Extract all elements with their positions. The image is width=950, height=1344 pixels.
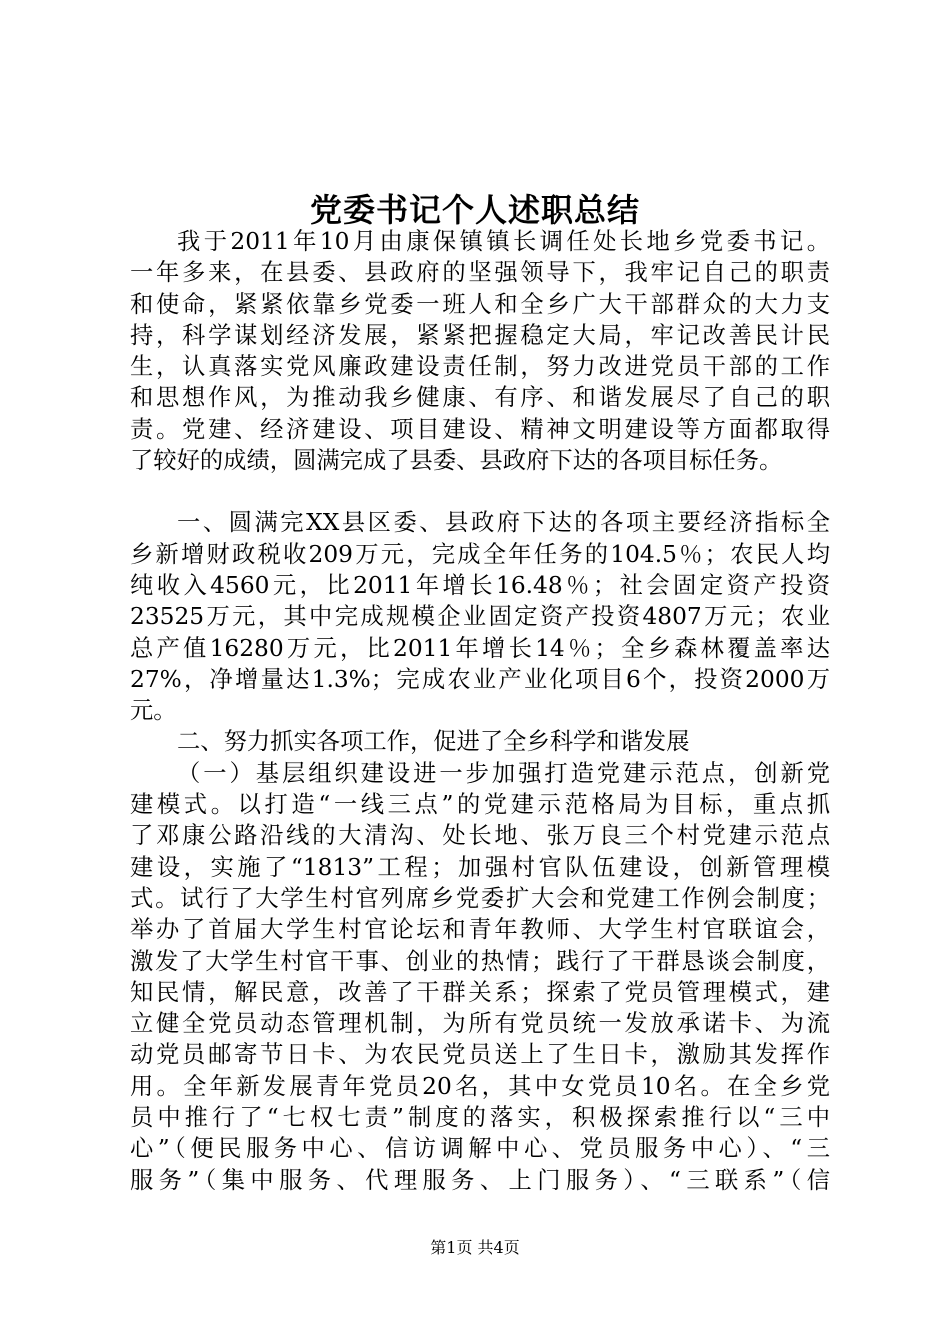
paragraph-line: 立健全党员动态管理机制，为所有党员统一发放承诺卡、为流 <box>130 1010 830 1038</box>
page-footer: 第1页 共4页 <box>430 1238 520 1257</box>
paragraph-line: 服务”（集中服务、代理服务、上门服务）、“三联系”（信 <box>130 1166 830 1194</box>
paragraph-line: 动党员邮寄节日卡、为农民党员送上了生日卡，激励其发挥作 <box>130 1041 830 1069</box>
paragraph-line: 激发了大学生村官干事、创业的热情；践行了干群恳谈会制度， <box>130 947 830 975</box>
paragraph-line: 乡新增财政税收209万元，完成全年任务的104.5％；农民人均 <box>130 540 830 568</box>
paragraph <box>130 758 830 1196</box>
paragraph-line: 式。试行了大学生村官列席乡党委扩大会和党建工作例会制度； <box>130 884 830 912</box>
document-title: 党委书记个人述职总结 <box>309 191 640 229</box>
paragraph-line: 了邓康公路沿线的大清沟、处长地、张万良三个村党建示范点 <box>130 822 830 850</box>
paragraph <box>130 226 830 476</box>
paragraph-line: 我于2011年10月由康保镇镇长调任处长地乡党委书记。 <box>177 228 830 255</box>
paragraph <box>130 507 830 726</box>
paragraph-line: 责。党建、经济建设、项目建设、精神文明建设等方面都取得 <box>130 415 830 443</box>
paragraph-line: 生，认真落实党风廉政建设责任制，努力改进党员干部的工作 <box>130 353 830 381</box>
document-body <box>130 226 830 1196</box>
paragraph <box>130 726 830 757</box>
paragraph-line: 举办了首届大学生村官论坛和青年教师、大学生村官联谊会， <box>130 916 830 944</box>
paragraph-line: 建模式。以打造“一线三点”的党建示范格局为目标，重点抓 <box>130 791 830 819</box>
paragraph-line: 和使命，紧紧依靠乡党委一班人和全乡广大干部群众的大力支 <box>130 290 830 318</box>
paragraph-line: 一、圆满完XX县区委、县政府下达的各项主要经济指标全 <box>177 509 830 537</box>
paragraph-line: （一）基层组织建设进一步加强打造党建示范点，创新党 <box>177 759 830 787</box>
paragraph-line: 一年多来，在县委、县政府的坚强领导下，我牢记自己的职责 <box>130 259 830 287</box>
paragraph-line: 元。 <box>130 697 177 725</box>
paragraph-line: 心”（便民服务中心、信访调解中心、党员服务中心）、“三 <box>130 1135 830 1163</box>
paragraph-line: 知民情，解民意，改善了干群关系；探索了党员管理模式，建 <box>130 978 830 1006</box>
paragraph-line: 了较好的成绩，圆满完成了县委、县政府下达的各项目标任务。 <box>130 447 783 475</box>
paragraph-line: 持，科学谋划经济发展，紧紧把握稳定大局，牢记改善民计民 <box>130 321 830 349</box>
paragraph-line: 用。全年新发展青年党员20名，其中女党员10名。在全乡党 <box>130 1072 830 1100</box>
paragraph-line: 员中推行了“七权七责”制度的落实，积极探索推行以“三中 <box>130 1104 830 1132</box>
paragraph-line: 总产值16280万元，比2011年增长14％；全乡森林覆盖率达 <box>130 634 830 662</box>
paragraph-line: 二、努力抓实各项工作，促进了全乡科学和谐发展 <box>177 728 690 756</box>
paragraph-line: 建设，实施了“1813”工程；加强村官队伍建设，创新管理模 <box>130 853 830 881</box>
paragraph-line: 23525万元，其中完成规模企业固定资产投资4807万元；农业 <box>130 603 830 631</box>
paragraph-line: 纯收入4560元，比2011年增长16.48％；社会固定资产投资 <box>130 571 830 599</box>
paragraph-line: 和思想作风，为推动我乡健康、有序、和谐发展尽了自己的职 <box>130 384 830 412</box>
paragraph-gap <box>130 476 830 507</box>
paragraph-line: 27%，净增量达1.3%；完成农业产业化项目6个，投资2000万 <box>130 665 830 693</box>
